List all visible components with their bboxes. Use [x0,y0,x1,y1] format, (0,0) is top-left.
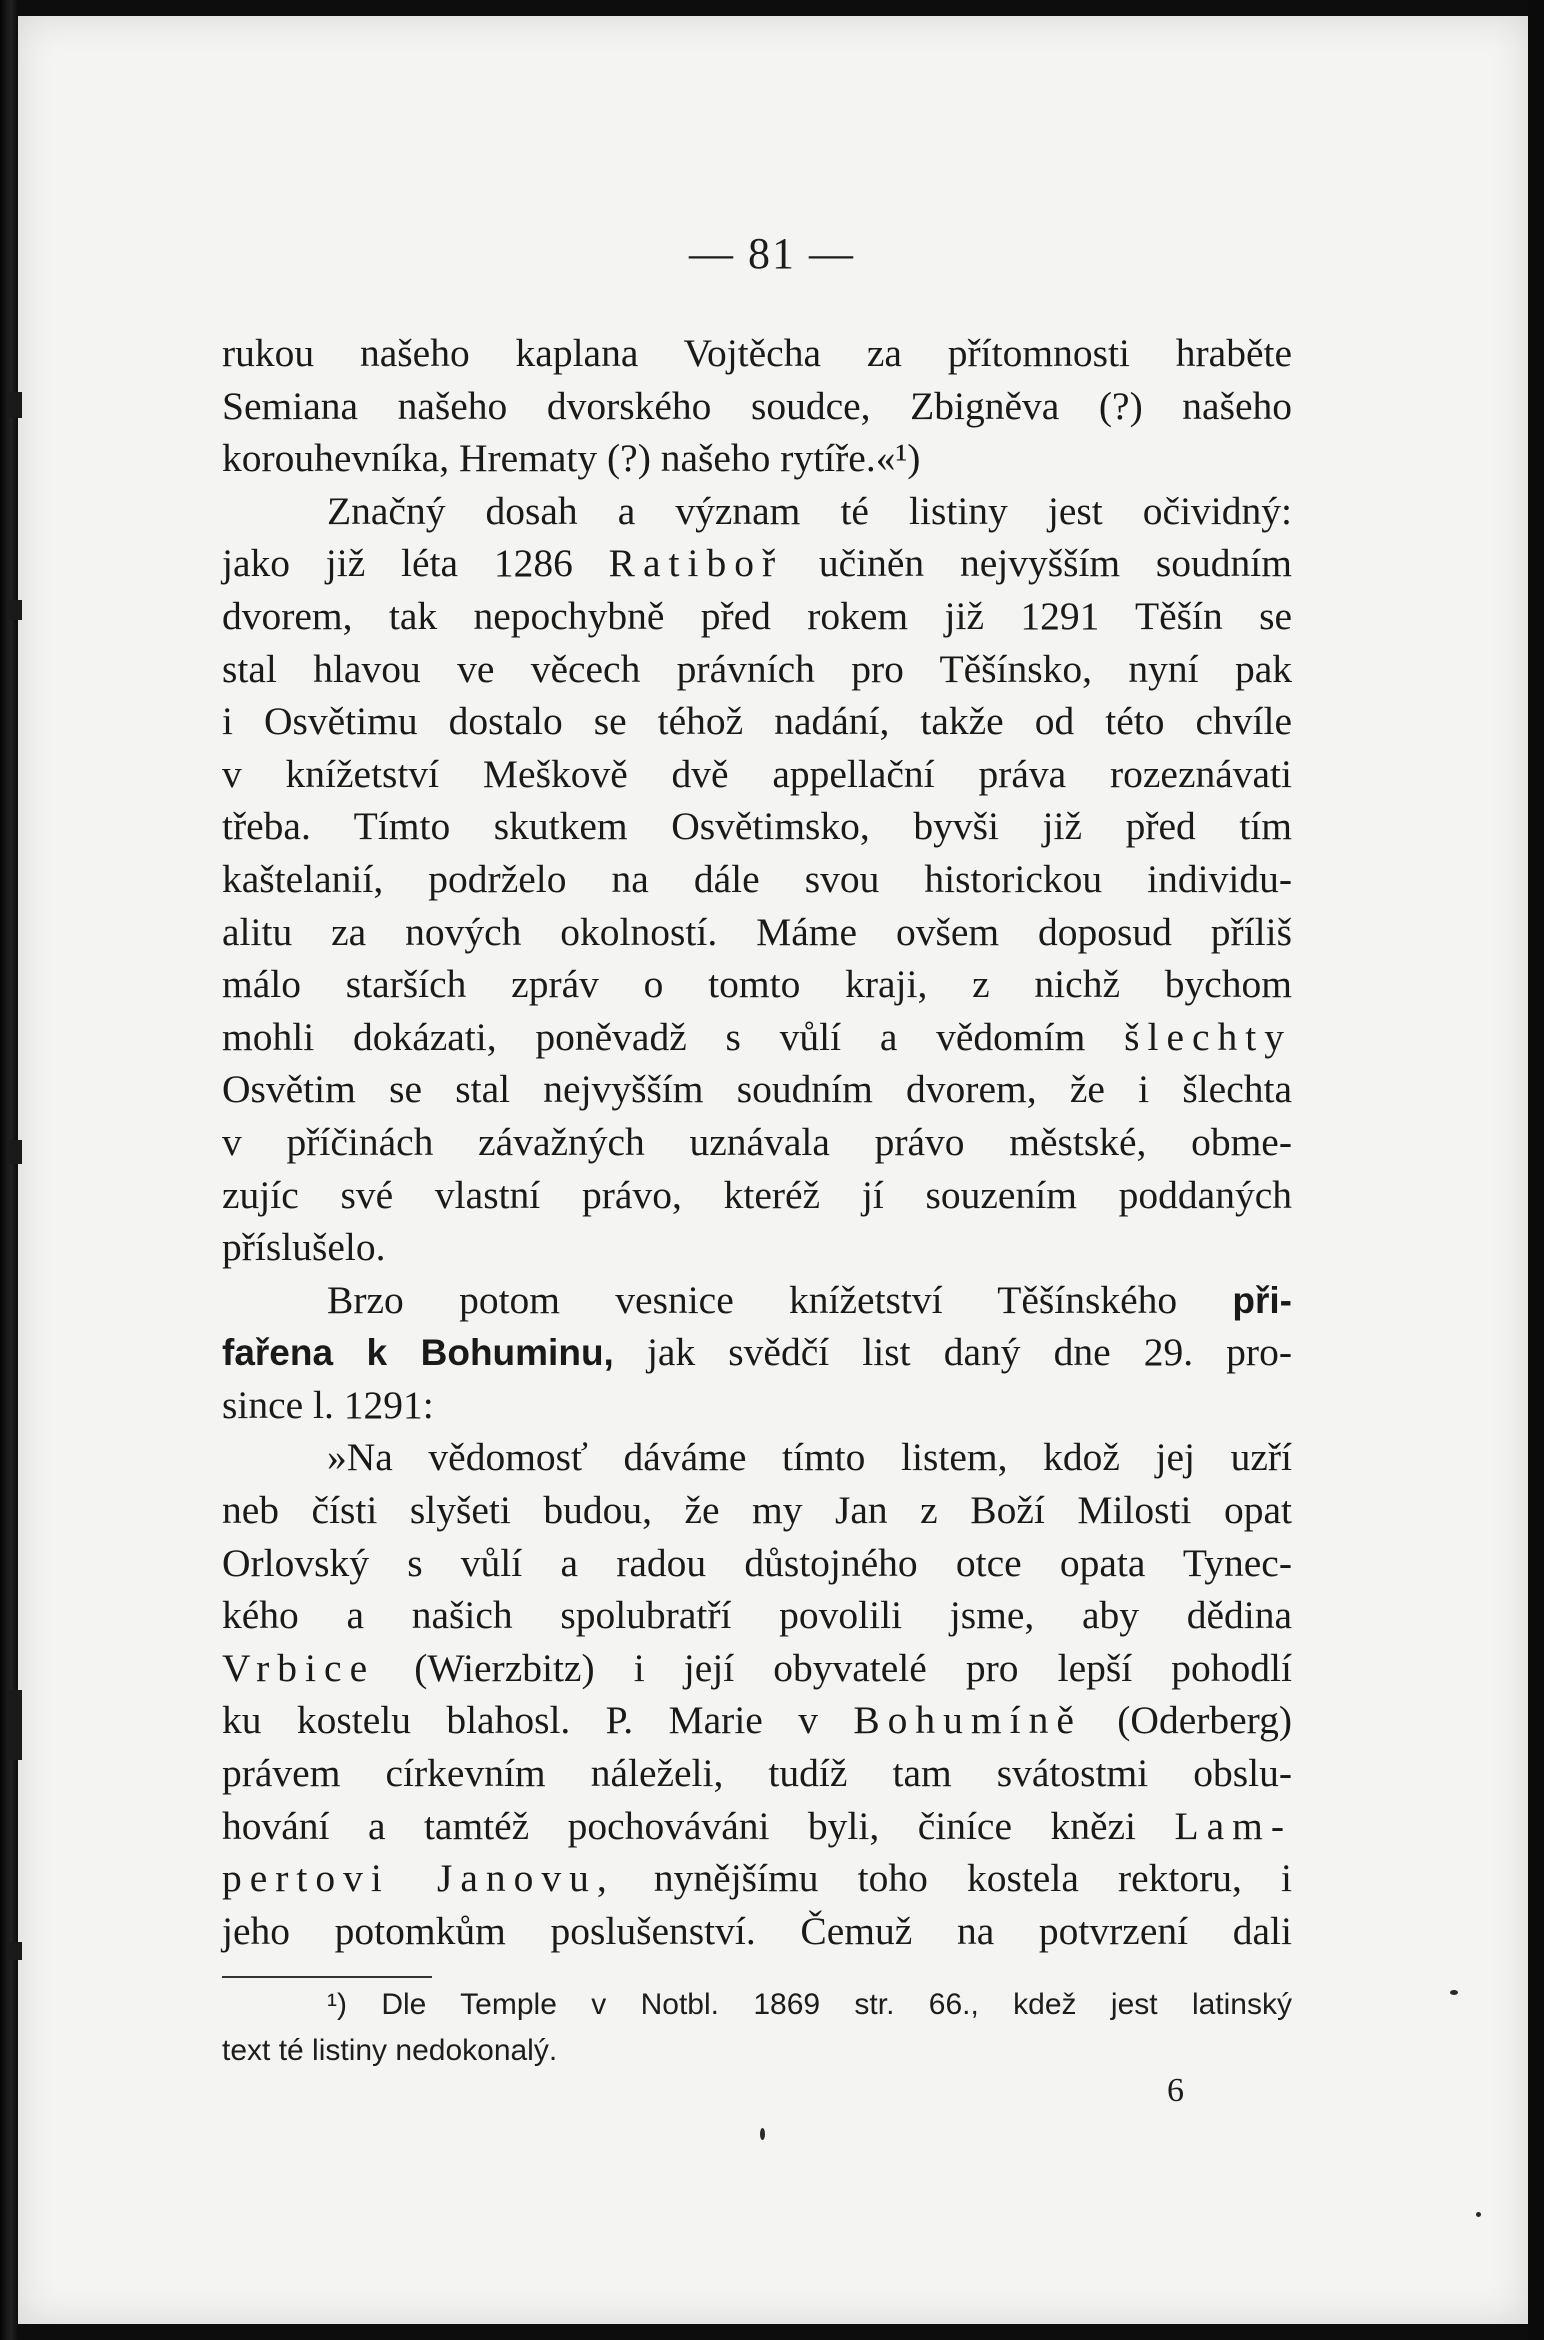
text-line: třeba. Tímto skutkem Osvětimsko, byvši již před tím [222,804,1292,849]
margin-mark [8,392,22,418]
body-text [222,327,1292,1957]
scan-speck [760,2128,765,2140]
text-line: since l. 1291: [222,1382,434,1427]
bold-run: při- [1232,1279,1293,1321]
text-line [222,1326,1292,1379]
text-line: kaštelanií, podrželo na dále svou historickou individu- [222,856,1292,901]
text-run: Brzo potom vesnice knížetství Těšínského [327,1277,1178,1322]
margin-mark [8,1690,22,1760]
text-line: i Osvětimu dostalo se téhož nadání, takže od této chvíle [222,699,1292,744]
spaced-name-ratibor: Ratiboř [608,541,784,586]
printer-signature: 6 [1167,2072,1184,2109]
text-line: korouhevníka, Hrematy (?) našeho rytíře.«¹) [222,436,921,481]
page-number: — 81 — [689,229,855,278]
text-line: dvorem, tak nepochybně před rokem již 1291 Těšín se [222,593,1292,638]
scan-edge-right [1528,0,1544,2340]
margin-mark [8,1140,22,1164]
text-line: Semiana našeho dvorského soudce, Zbigněva (?) našeho [222,383,1292,428]
text-run: mohli dokázati, poněvadž s vůlí a vědomím [222,1014,1086,1059]
text-line: jeho potomkům poslušenství. Čemuž na potvrzení dali [222,1908,1292,1953]
scan-speck [1476,2212,1481,2217]
text-line: v příčinách závažných uznávala právo městské, obme- [222,1119,1292,1164]
spaced-name-lampertovi: Lam- [1174,1803,1292,1848]
text-line: v knížetství Meškově dvě appellační práva rozeznávati [222,751,1292,796]
spaced-name-janovu: pertovi Janovu, [222,1856,615,1901]
scan-speck [1450,1990,1458,1995]
text-run: hování a tamtéž pochováváni byli, činíce knězi [222,1803,1136,1848]
bold-run: fařena k Bohuminu, [222,1332,614,1374]
scan-edge-left [0,0,18,2340]
text-line: příslušelo. [222,1225,386,1270]
text-line: alitu za nových okolností. Máme ovšem doposud příliš [222,909,1292,954]
text-line [222,1694,1292,1747]
text-run: (Oderberg) [1117,1698,1293,1743]
text-line: Orlovský s vůlí a radou důstojného otce opata Tynec- [222,1540,1292,1585]
text-run: (Wierzbitz) i její obyvatelé pro lepší pohodlí [414,1645,1292,1690]
text-line [222,1800,1292,1853]
text-line: kého a našich spolubratří povolili jsme, aby dědina [222,1593,1292,1638]
footnote-line: ¹) Dle Temple v Notbl. 1869 str. 66., kdež jest latinský [327,1988,1292,2021]
text-run: učiněn nejvyšším soudním [818,541,1293,586]
text-line: Značný dosah a význam té listiny jest očividný: [327,488,1292,533]
text-line [222,1852,1292,1905]
text-line: neb čísti slyšeti budou, že my Jan z Boží Milosti opat [222,1488,1292,1533]
margin-mark [8,600,22,620]
footnote-rule [222,1976,432,1978]
text-line [222,1011,1292,1064]
text-line: zujíc své vlastní právo, kteréž jí souzením poddaných [222,1172,1292,1217]
text-run: jak svědčí list daný dne 29. pro- [646,1330,1292,1375]
text-line: stal hlavou ve věcech právních pro Těšínsko, nyní pak [222,646,1292,691]
spaced-name-vrbice: Vrbice [222,1645,376,1690]
text-run: nynějšímu toho kostela rektoru, i [653,1856,1293,1901]
text-line [222,1274,1292,1327]
spaced-word-slechty: šlechty [1124,1014,1292,1059]
text-line: Osvětim se stal nejvyšším soudním dvorem, že i šlechta [222,1067,1292,1112]
margin-mark [8,1942,22,1960]
text-line: právem církevním náleželi, tudíž tam svátostmi obslu- [222,1751,1292,1796]
text-line: »Na vědomosť dáváme tímto listem, kdož jej uzří [327,1435,1292,1480]
spaced-name-bohumine: Bohumíně [853,1698,1082,1743]
text-line [222,1642,1292,1695]
text-run: ku kostelu blahosl. P. Marie v [222,1698,818,1743]
footnote [222,1982,1292,2074]
text-line: rukou našeho kaplana Vojtěcha za přítomnosti hraběte [222,331,1292,375]
text-run: jako již léta 1286 [222,541,573,586]
footnote-line: text té listiny nedokonalý. [222,2034,558,2067]
text-line [222,537,1292,590]
text-line: málo starších zpráv o tomto kraji, z nichž bychom [222,962,1292,1007]
